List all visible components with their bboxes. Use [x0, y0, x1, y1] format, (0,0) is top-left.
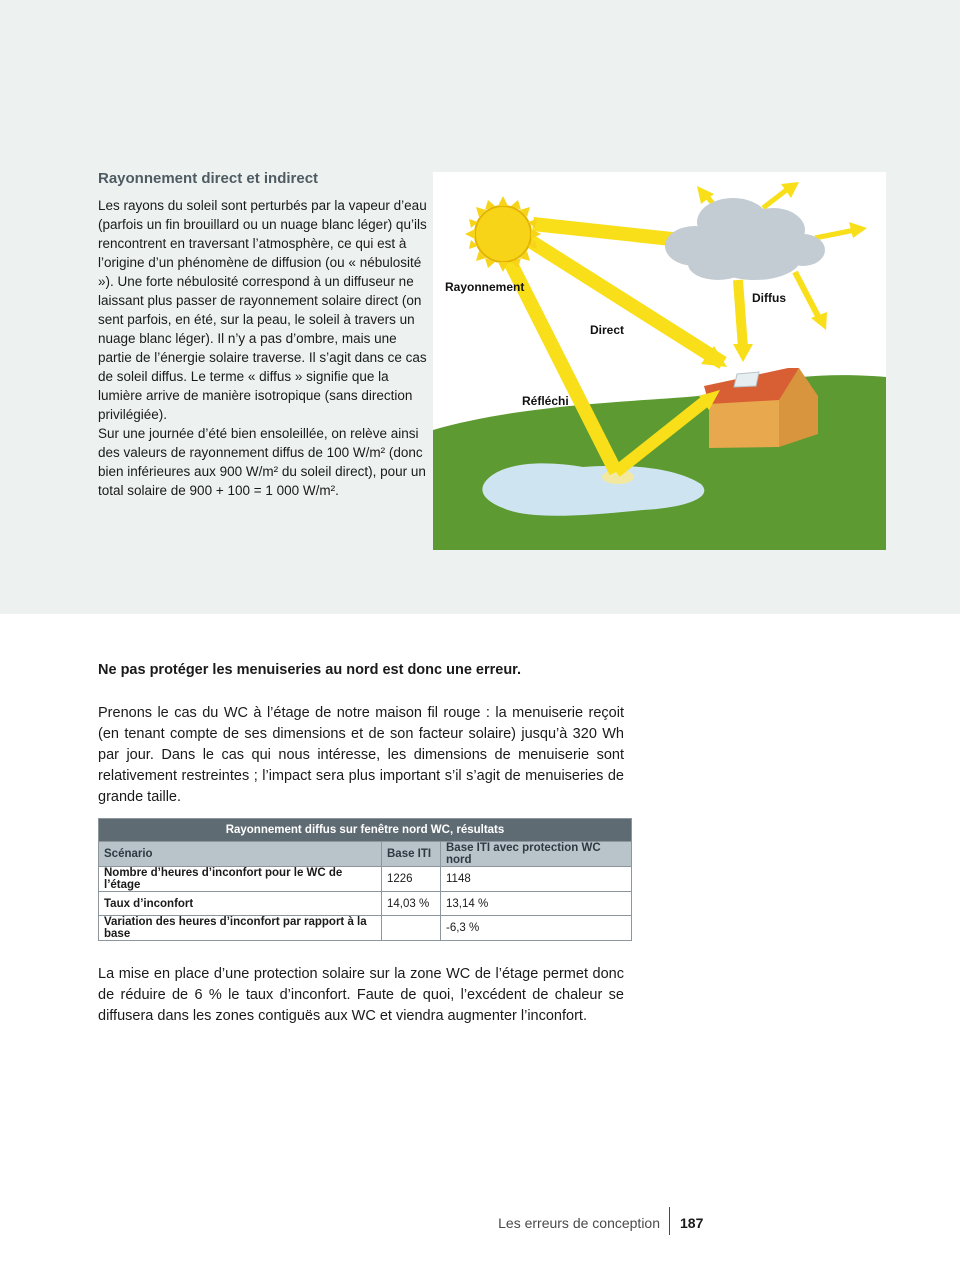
table-row	[99, 892, 632, 916]
solar-radiation-illustration	[433, 172, 886, 550]
footer-divider	[669, 1207, 670, 1235]
table-caption: Rayonnement diffus sur fenêtre nord WC, résultats	[99, 819, 632, 842]
illustration-drawing	[433, 172, 886, 550]
sidebar-box-paragraph: Les rayons du soleil sont perturbés par la vapeur d’eau (parfois un fin brouillard ou un nuage blanc léger) qu’ils rencontrent en traversant l’atmosphère, ce qui est à l’origine d’un phénomène de diffusion (ou « nébulosité »). Une forte nébulosité correspond à un diffuseur ne laissant plus passer de rayonnement solaire direct (on sent parfois, en été, sur la peau, le soleil à travers un nuage blanc léger). Il n’y a pas d’ombre, mais une partie de l’énergie solaire traverse. Il s’agit dans ce cas de soleil diffus. Le terme « diffus » signifie que la lumière arrive de manière isotropique (sans direction privilégiée).	[98, 198, 427, 422]
table-cell: 13,14 %	[441, 892, 632, 916]
sun	[465, 196, 541, 272]
sidebar-box-paragraph: Sur une journée d’été bien ensoleillée, on relève ainsi des valeurs de rayonnement diffus de 100 W/m² (donc bien inférieures aux 900 W/m² du soleil direct), pour un total solaire de 900 + 100 = 1 000 W/m².	[98, 426, 426, 498]
table-header-row	[99, 842, 632, 867]
label-diffus: Diffus	[752, 291, 786, 305]
label-rayonnement: Rayonnement	[445, 280, 525, 294]
diffuse-ray-house-head	[733, 344, 753, 362]
footer-section-title: Les erreurs de conception	[498, 1215, 660, 1231]
page-number: 187	[680, 1215, 704, 1231]
table-cell: Variation des heures d’inconfort par rapport à la base	[99, 916, 382, 941]
section-heading: Ne pas protéger les menuiseries au nord est donc une erreur.	[98, 662, 522, 678]
column-header: Base ITI	[382, 842, 441, 867]
table-cell: 1226	[382, 867, 441, 892]
table-cell: Nombre d’heures d’inconfort pour le WC de l’étage	[99, 867, 382, 892]
diffuse-ray-house	[738, 280, 743, 348]
column-header: Base ITI avec protection WC nord	[441, 842, 632, 867]
results-table	[98, 818, 632, 941]
table-cell: 1148	[441, 867, 632, 892]
table-row	[99, 916, 632, 941]
diffuse-ray-up-right	[763, 188, 789, 208]
grass-field	[433, 375, 886, 550]
table-cell	[382, 916, 441, 941]
sidebar-box-title: Rayonnement direct et indirect	[98, 170, 319, 187]
table-caption-row	[99, 819, 632, 842]
house-front-wall	[709, 398, 779, 448]
table-cell: Taux d’inconfort	[99, 892, 382, 916]
conclusion-paragraph: La mise en place d’une protection solaire sur la zone WC de l’étage permet donc de réduire de 6 % le taux d’inconfort. Faute de quoi, l’excédent de chaleur se diffusera dans les zones contiguës aux WC et viendra augmenter l’inconfort.	[98, 966, 624, 1024]
intro-paragraph: Prenons le cas du WC à l’étage de notre maison fil rouge : la menuiserie reçoit (en tenant compte de ses dimensions et de son facteur solaire) jusqu’à 320 Wh par jour. Dans le cas qui nous intéresse, les dimensions de menuiserie sont relativement restreintes ; l’impact sera plus important s’il s’agit de menuiseries de grande taille.	[98, 705, 624, 805]
table-row	[99, 867, 632, 892]
diffuse-ray-down-right	[795, 272, 819, 318]
sidebar-box-text	[98, 196, 428, 500]
table-cell: -6,3 %	[441, 916, 632, 941]
diffuse-ray-right	[815, 230, 855, 238]
roof-window	[734, 372, 759, 387]
table-cell: 14,03 %	[382, 892, 441, 916]
column-header: Scénario	[99, 842, 382, 867]
ray-to-cloud	[533, 224, 681, 240]
label-reflechi: Réfléchi	[522, 394, 569, 408]
label-direct: Direct	[590, 323, 625, 337]
cloud	[665, 198, 825, 280]
